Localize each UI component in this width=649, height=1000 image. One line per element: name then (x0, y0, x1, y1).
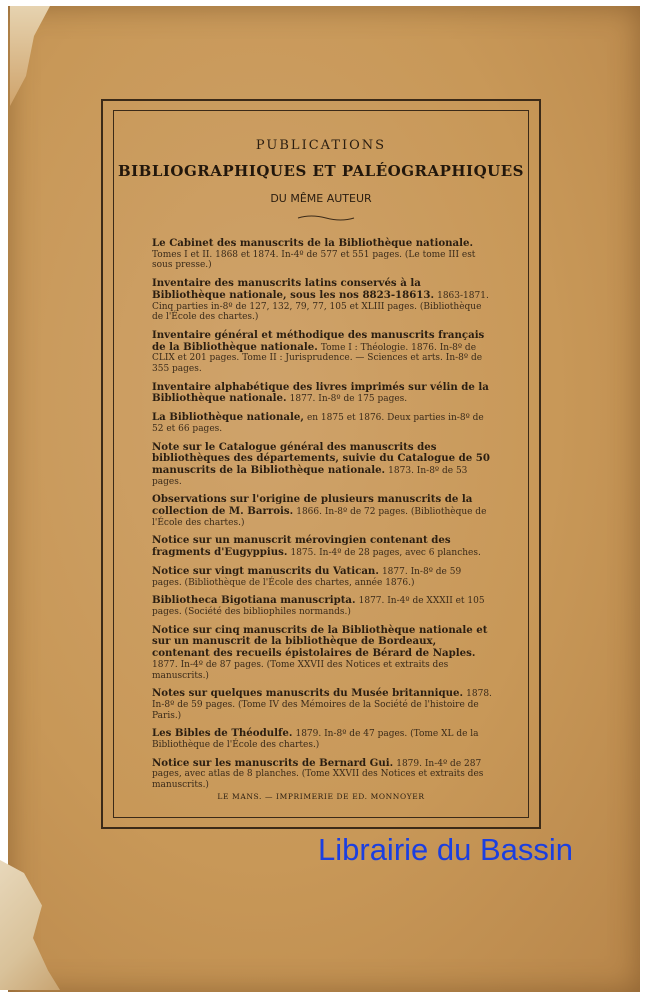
entry-detail: 1877. In-4º de XXXII et 105 pages. (Société des bibliophiles normands.) (152, 596, 485, 617)
list-item (152, 382, 492, 405)
cover-heading-title: BIBLIOGRAPHIQUES ET PALÉOGRAPHIQUES (117, 162, 524, 180)
list-item (152, 728, 492, 750)
list-item (152, 412, 492, 434)
list-item (152, 625, 492, 682)
entry-detail: 1875. In-4º de 28 pages, avec 6 planches. (290, 548, 481, 559)
entry-detail: 1863-1871. Cinq parties in-8º de 127, 132, 79, 77, 105 et XLIII pages. (Bibliothèque de l'École des chartes.) (152, 290, 489, 323)
list-item (152, 688, 492, 721)
bookseller-watermark: Librairie du Bassin (318, 832, 574, 867)
entry-title: La Bibliothèque nationale, (152, 411, 304, 424)
entry-detail: 1873. In-8º de 53 pages. (152, 465, 468, 487)
entry-detail: 1866. In-8º de 72 pages. (Bibliothèque de l'École des chartes.) (152, 507, 487, 528)
entry-detail: 1879. In-4º de 287 pages, avec atlas de 8 planches. (Tome XXVII des Notices et extraits des manuscrits.) (152, 758, 484, 791)
entry-detail: 1877. In-8º de 175 pages. (289, 394, 408, 405)
list-item (152, 238, 492, 271)
entry-detail: 1878. In-8º de 59 pages. (Tome IV des Mémoires de la Société de l'histoire de Paris.) (152, 689, 492, 721)
list-item (152, 330, 492, 375)
list-item (152, 758, 492, 791)
list-item (152, 535, 492, 558)
entry-title: Inventaire alphabétique des livres imprimés sur vélin de la Bibliothèque nationale. (152, 380, 489, 405)
entry-title: Bibliotheca Bigotiana manuscripta. (152, 594, 356, 607)
entry-title: Observations sur l'origine de plusieurs manuscrits de la collection de M. Barrois. (152, 493, 473, 518)
entry-detail: 1877. In-4º de 87 pages. (Tome XXVII des Notices et extraits des manuscrits.) (152, 659, 449, 681)
list-item (152, 595, 492, 617)
entry-title: Notice sur les manuscrits de Bernard Gui. (152, 756, 394, 769)
entry-title: Inventaire des manuscrits latins conservés à la Bibliothèque nationale, sous les nos 8823-18613. (152, 277, 435, 301)
printer-imprint: LE MANS. — IMPRIMERIE DE ED. MONNOYER (217, 792, 425, 801)
entry-title: Notice sur vingt manuscrits du Vatican. (152, 564, 379, 577)
entry-detail: Tome I : Théologie. 1876. In-8º de CLIX et 201 pages. Tome II : Jurisprudence. — Sciences et arts. In-8º de 355 pages. (152, 342, 483, 375)
ornament-flourish (296, 214, 356, 222)
entry-title: Notes sur quelques manuscrits du Musée britannique. (152, 687, 464, 700)
entry-detail: 1877. In-8º de 59 pages. (Bibliothèque de l'École des chartes, année 1876.) (152, 566, 462, 588)
entry-title: Notice sur cinq manuscrits de la Bibliothèque nationale et sur un manuscrit de la bibliothèque de Bordeaux, contenant des recueils épistolaires de Bérard de Naples. (152, 623, 488, 660)
publication-list (152, 238, 492, 798)
entry-title: Le Cabinet des manuscrits de la Bibliothèque nationale. (152, 237, 474, 249)
entry-detail: 1879. In-8º de 47 pages. (Tome XL de la Bibliothèque de l'École des chartes.) (152, 729, 479, 751)
entry-detail: Tomes I et II. 1868 et 1874. In-4º de 577 et 551 pages. (Le tome III est sous presse.) (152, 249, 476, 271)
list-item (152, 494, 492, 528)
list-item (152, 442, 492, 488)
list-item (152, 566, 492, 588)
entry-detail: en 1875 et 1876. Deux parties in-8º de 52 et 66 pages. (152, 413, 484, 434)
cover-heading-author: DU MÊME AUTEUR (270, 192, 372, 205)
cover-heading-publications: PUBLICATIONS (255, 138, 387, 153)
entry-title: Notice sur un manuscrit mérovingien contenant des fragments d'Eugyppius. (152, 534, 451, 559)
entry-title: Les Bibles de Théodulfe. (152, 727, 293, 740)
list-item (152, 278, 492, 323)
entry-title: Inventaire général et méthodique des manuscrits français de la Bibliothèque nationale. (152, 328, 485, 353)
entry-title: Note sur le Catalogue général des manuscrits des bibliothèques des départements, suivie du Catalogue de 50 manuscrits de la Bibliothèque nationale. (152, 440, 490, 476)
